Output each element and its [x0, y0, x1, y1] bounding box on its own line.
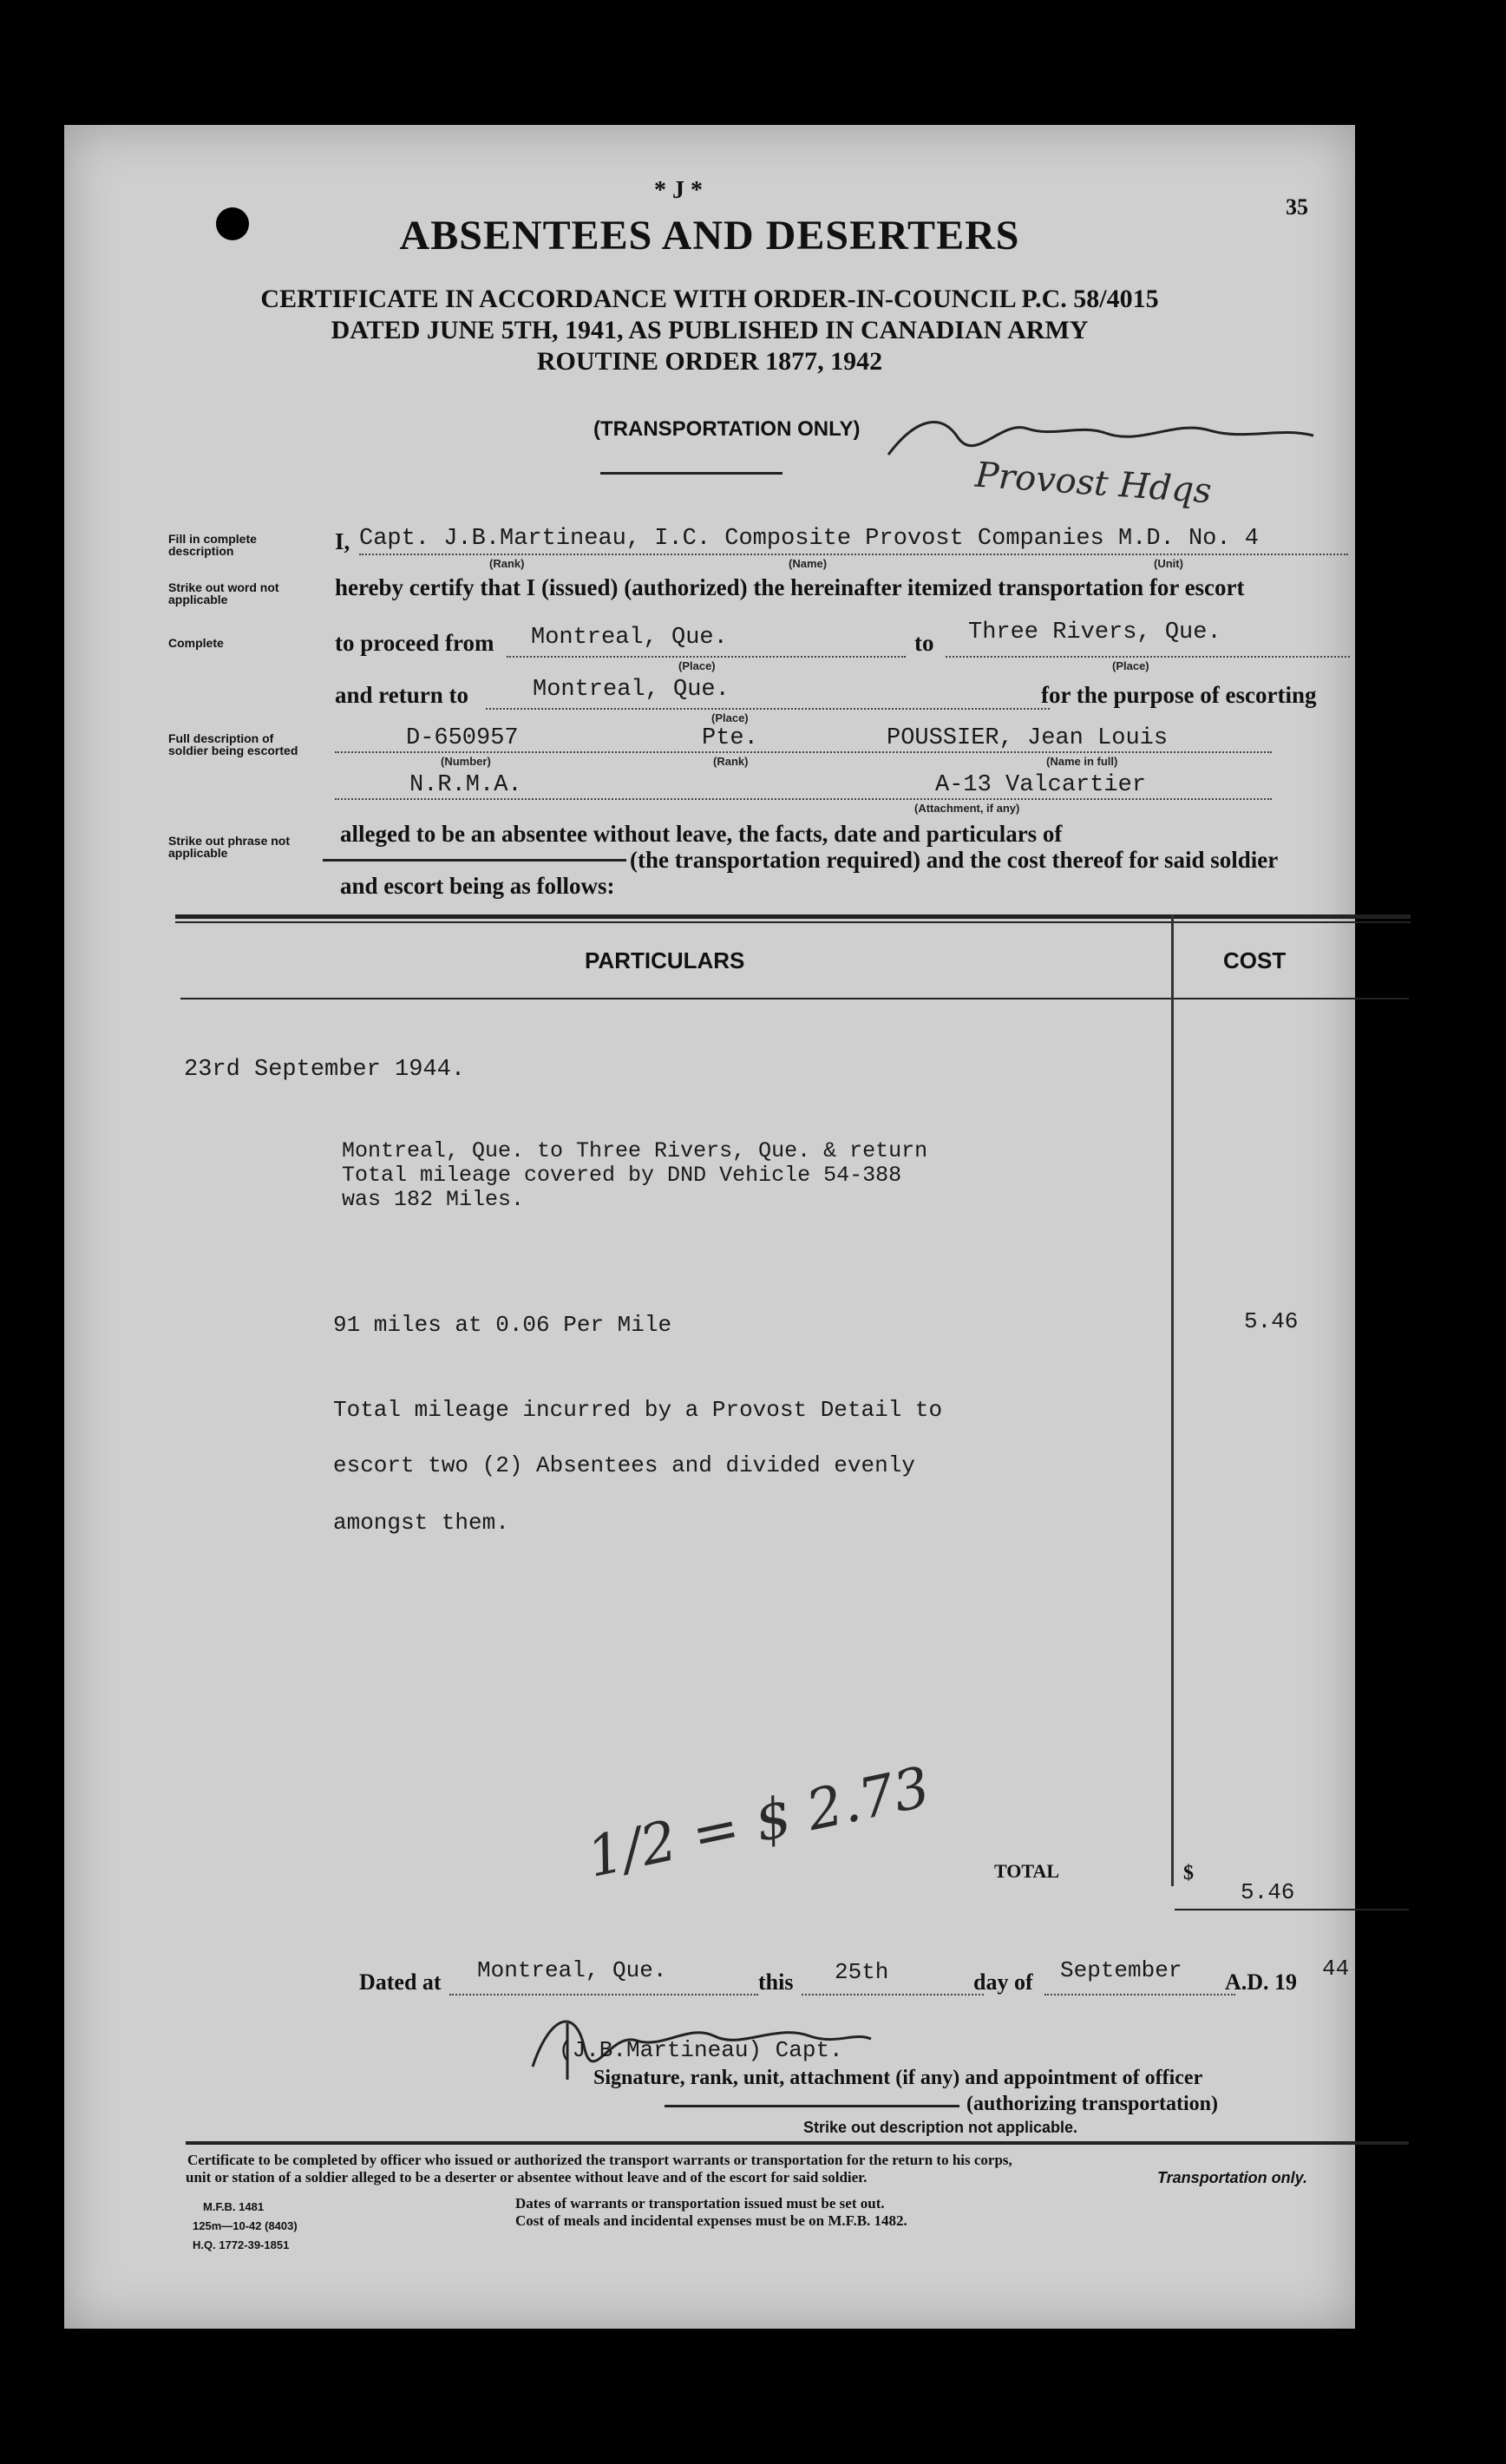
officer-line-rule [359, 554, 1348, 555]
signature-line-2: (authorizing transportation) [966, 2093, 1218, 2115]
total-value: 5.46 [1241, 1879, 1295, 1905]
dated-day: 25th [835, 1959, 889, 1985]
dated-day-of: day of [973, 1969, 1033, 1995]
table-top-rule [175, 914, 1411, 919]
from-place-rule [507, 656, 906, 658]
dated-at-label: Dated at [359, 1969, 442, 1995]
proceed-prefix: to proceed from [335, 630, 494, 656]
side-note-complete: Complete [168, 636, 224, 650]
struck-out-phrase [323, 859, 626, 862]
return-prefix: and return to [335, 682, 469, 708]
officer-line: Capt. J.B.Martineau, I.C. Composite Provost Companies M.D. No. 4 [359, 526, 1259, 552]
return-place-label: (Place) [711, 711, 749, 724]
footer-form-code-1: M.F.B. 1481 [203, 2200, 265, 2213]
footer-meals-note: Cost of meals and incidental expenses must be on M.F.B. 1482. [515, 2212, 907, 2229]
table-top-rule-2 [175, 921, 1411, 923]
header-rule [600, 472, 782, 475]
footer-note-line-1: Certificate to be completed by officer who issued or authorized the transport warrants or transportation for the return to his corps, [187, 2152, 1012, 2168]
soldier-number: D-650957 [406, 725, 519, 751]
header-handwritten-note: Provost Hdqs [973, 455, 1214, 512]
strike-out-note: Strike out description not applicable. [803, 2119, 1078, 2136]
side-note-strike-word: Strike out word not applicable [168, 580, 279, 606]
rank2-label: (Rank) [713, 755, 749, 768]
certify-text: hereby certify that I (issued) (authorized) the hereinafter itemized transportation for escort [335, 574, 1245, 600]
name-label: (Name) [789, 557, 828, 570]
dated-day-rule [802, 1994, 984, 1995]
rate-line: 91 miles at 0.06 Per Mile [333, 1312, 672, 1338]
footer-note-line-2: unit or station of a soldier alleged to be a deserter or absentee without leave and of the escort for said soldier. [186, 2169, 868, 2185]
footer-dates-note: Dates of warrants or transportation issued must be set out. [515, 2195, 885, 2212]
alleged-line-2: (the transportation required) and the cost thereof for said soldier [630, 847, 1279, 873]
note-line-1: Total mileage incurred by a Provost Detail to [333, 1397, 943, 1423]
dated-year: 44 [1322, 1956, 1350, 1982]
side-note-strike-phrase: Strike out phrase not applicable [168, 834, 291, 860]
total-dollar-sign: $ [1183, 1862, 1194, 1884]
footer-form-code-3: H.Q. 1772-39-1851 [193, 2238, 290, 2251]
to-place: Three Rivers, Que. [968, 619, 1221, 645]
footer-rule [186, 2141, 1409, 2145]
signed-name: (J.B.Martineau) Capt. [559, 2037, 843, 2063]
attachment-label: (Attachment, if any) [914, 802, 1020, 815]
return-place: Montreal, Que. [533, 677, 730, 703]
table-header-rule [180, 998, 1409, 999]
document-page [64, 125, 1355, 2329]
route-line-1: Montreal, Que. to Three Rivers, Que. & return [342, 1138, 928, 1163]
document-title: ABSENTEES AND DESERTERS [399, 213, 1020, 259]
route-line-3: was 182 Miles. [342, 1187, 525, 1212]
dated-this: this [758, 1969, 794, 1995]
subtitle-line-3: ROUTINE ORDER 1877, 1942 [536, 347, 883, 376]
footer-transport-only: Transportation only. [1157, 2169, 1308, 2186]
rate-cost: 5.46 [1244, 1308, 1299, 1334]
dated-month: September [1060, 1957, 1182, 1983]
total-label: TOTAL [994, 1860, 1059, 1882]
soldier-name: POUSSIER, Jean Louis [887, 725, 1169, 751]
from-place-label: (Place) [678, 659, 716, 672]
from-place: Montreal, Que. [531, 625, 728, 651]
note-line-2: escort two (2) Absentees and divided evenly [333, 1452, 915, 1478]
col-header-cost: COST [1223, 947, 1287, 973]
soldier-rank: Pte. [702, 725, 758, 751]
soldier-line-rule [335, 751, 1272, 753]
col-header-particulars: PARTICULARS [585, 947, 745, 973]
page-number: 35 [1286, 194, 1308, 220]
struck-out-description [665, 2105, 959, 2107]
signature-line-1: Signature, rank, unit, attachment (if any) and appointment of officer [593, 2067, 1203, 2089]
dated-month-rule [1044, 1994, 1235, 1995]
footer-form-code-2: 125m—10-42 (8403) [193, 2219, 298, 2232]
side-note-fill-complete: Fill in complete description [168, 532, 257, 558]
side-note-full-description: Full description of soldier being escorted [168, 731, 298, 757]
dated-place: Montreal, Que. [477, 1957, 667, 1983]
transportation-only-label: (TRANSPORTATION ONLY) [593, 417, 861, 441]
alleged-line-3: and escort being as follows: [340, 873, 615, 899]
to-word: to [914, 630, 934, 656]
dated-place-rule [449, 1994, 758, 1995]
header-mark: * J * [654, 177, 703, 204]
subtitle-line-2: DATED JUNE 5TH, 1941, AS PUBLISHED IN CANADIAN ARMY [331, 316, 1089, 344]
number-label: (Number) [441, 755, 491, 768]
return-place-rule [486, 708, 1050, 710]
to-place-label: (Place) [1112, 659, 1149, 672]
name-full-label: (Name in full) [1046, 755, 1118, 768]
alleged-line-1: alleged to be an absentee without leave, the facts, date and particulars of [340, 821, 1063, 847]
unit-label: (Unit) [1154, 557, 1183, 570]
attachment: A-13 Valcartier [935, 772, 1147, 798]
subtitle-line-1: CERTIFICATE IN ACCORDANCE WITH ORDER-IN-COUNCIL P.C. 58/4015 [260, 285, 1159, 313]
line1-prefix: I, [335, 528, 350, 554]
handwritten-half-cost: 1/2 = $ 2.73 [581, 1755, 936, 1891]
route-line-2: Total mileage covered by DND Vehicle 54-388 [342, 1163, 902, 1188]
total-underline [1175, 1909, 1409, 1910]
note-line-3: amongst them. [333, 1510, 509, 1536]
corps-line-rule [335, 798, 1272, 800]
dated-ad: A.D. 19 [1225, 1969, 1298, 1995]
rank-label: (Rank) [489, 557, 525, 570]
corps: N.R.M.A. [409, 772, 522, 798]
to-place-rule [946, 656, 1350, 658]
table-col-divider [1171, 914, 1174, 1886]
purpose-text: for the purpose of escorting [1041, 682, 1317, 708]
particulars-date: 23rd September 1944. [184, 1057, 466, 1083]
